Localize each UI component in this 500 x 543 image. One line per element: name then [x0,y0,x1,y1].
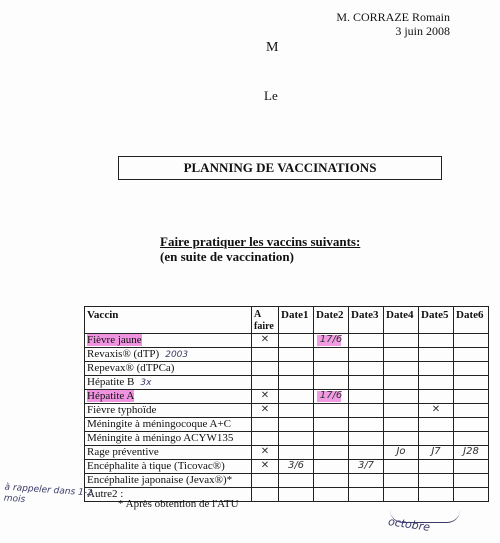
date1-cell [279,404,314,418]
afaire-cell [252,404,279,418]
date5-value [419,488,453,501]
date2-cell [314,418,349,432]
date1-cell [279,474,314,488]
date6-cell [454,376,489,390]
date2-cell [314,348,349,362]
vaccine-name: Revaxis® (dTP) [87,348,160,360]
date3-value [349,348,383,361]
date3-cell [349,460,384,474]
vaccine-name: Encéphalite à tique (Ticovac®) [87,460,225,472]
date5-value [419,362,453,375]
date1-value [279,404,313,417]
vaccine-name-cell [85,348,252,362]
recipient-label: M [266,40,279,55]
date3-cell [349,390,384,404]
vaccine-name-cell [85,460,252,474]
date1-value [279,334,313,347]
date2-value: 17/6 [319,390,343,401]
afaire-value [252,432,278,445]
date3-value [349,390,383,403]
date2-value [314,362,348,375]
date5-value: ✕ [431,404,441,415]
date1-value [279,418,313,431]
afaire-cell [252,460,279,474]
handwritten-note-left: à rappeler dans 1-2 mois [3,482,94,505]
date5-value [419,432,453,445]
date2-value: 17/6 [319,334,343,345]
vaccination-table [84,306,489,502]
table-row [85,348,489,362]
date6-cell [454,460,489,474]
date2-cell [314,488,349,502]
date4-cell [384,390,419,404]
date3-cell [349,376,384,390]
date6-cell [454,446,489,460]
afaire-cell [252,432,279,446]
instruction-line-2: (en suite de vaccination) [160,249,294,264]
afaire-value [252,362,278,375]
date1-value [279,446,313,459]
date4-value [384,404,418,417]
date6-value [454,390,488,403]
date5-value [419,460,453,473]
vaccine-name: Rage préventive [87,446,159,458]
date5-cell [419,488,454,502]
date2-cell [314,404,349,418]
date6-value [454,362,488,375]
afaire-cell [252,348,279,362]
header-vaccin: Vaccin [85,307,252,334]
date4-cell [384,404,419,418]
date1-cell [279,362,314,376]
table-row [85,432,489,446]
date2-value [314,446,348,459]
date1-value [279,488,313,501]
table-row [85,334,489,348]
date4-cell [384,376,419,390]
table-row [85,418,489,432]
date1-value [279,432,313,445]
table-row [85,404,489,418]
date4-cell [384,348,419,362]
date4-value [384,376,418,389]
document-date: 3 juin 2008 [395,24,450,38]
header-date2: Date2 [314,307,349,334]
afaire-value [252,376,278,389]
vaccine-name-cell [85,404,252,418]
vaccine-name: Repevax® (dTPCa) [87,362,175,374]
header-date5: Date5 [419,307,454,334]
date6-value [454,432,488,445]
date6-value [454,334,488,347]
date3-value [349,376,383,389]
date4-value [384,418,418,431]
date4-value [384,460,418,473]
date3-cell [349,418,384,432]
date3-cell [349,474,384,488]
date2-cell [314,362,349,376]
date2-cell [314,474,349,488]
date3-cell [349,404,384,418]
date1-cell [279,418,314,432]
afaire-cell [252,474,279,488]
vaccine-name: Encéphalite japonaise (Jevax®)* [87,474,233,486]
date5-cell [419,390,454,404]
vaccine-name: Hépatite B [87,376,135,388]
afaire-cell [252,334,279,348]
date4-cell [384,432,419,446]
date3-cell [349,488,384,502]
vaccine-name-cell [85,418,252,432]
date5-cell [419,474,454,488]
date3-value: 3/7 [357,460,375,471]
date1-value [279,376,313,389]
handwritten-annotation: 3x [140,378,152,388]
date6-cell [454,474,489,488]
date6-cell [454,348,489,362]
date4-value: Jo [396,446,406,457]
date5-value [419,418,453,431]
handwritten-annotation: 2003 [165,350,189,360]
date4-cell [384,460,419,474]
afaire-value [252,418,278,431]
vaccine-name-cell [85,446,252,460]
date2-cell [314,460,349,474]
header-date6: Date6 [454,307,489,334]
header-a-faire: A faire [252,307,279,334]
date2-value [314,474,348,487]
date2-value [314,460,348,473]
date2-cell [314,334,349,348]
date2-value [314,432,348,445]
date3-cell [349,334,384,348]
date3-cell [349,432,384,446]
instruction-line-1: Faire pratiquer les vaccins suivants: [160,234,361,249]
date3-value [349,474,383,487]
author-block [300,10,450,38]
date3-cell [349,446,384,460]
table-header-row [85,307,489,334]
vaccine-name-cell [85,362,252,376]
date2-value [314,488,348,501]
date1-cell [279,432,314,446]
date6-value [454,474,488,487]
date4-value [384,390,418,403]
date5-cell [419,362,454,376]
date5-value [419,390,453,403]
date3-value [349,488,383,501]
date5-cell [419,348,454,362]
date5-value [419,474,453,487]
date3-cell [349,362,384,376]
date6-cell [454,404,489,418]
date2-value [314,418,348,431]
date-label: Le [264,88,278,103]
date2-value [314,376,348,389]
date4-value [384,432,418,445]
date6-value [454,376,488,389]
date1-cell [279,390,314,404]
date3-value [349,432,383,445]
date5-cell [419,334,454,348]
date5-value: J7 [431,446,441,457]
afaire-cell [252,390,279,404]
date2-value [314,404,348,417]
vaccine-name: Hépatite A [87,390,135,402]
date4-cell [384,474,419,488]
date1-value [279,390,313,403]
date1-cell [279,348,314,362]
table-body [85,334,489,502]
date5-cell [419,432,454,446]
table-row [85,446,489,460]
vaccine-name-cell [85,390,252,404]
vaccine-name: Fièvre typhoïde [87,404,157,416]
date3-value [349,362,383,375]
afaire-cell [252,418,279,432]
table-row [85,460,489,474]
afaire-value [252,474,278,487]
date5-cell [419,404,454,418]
table-row [85,390,489,404]
vaccine-name-cell [85,432,252,446]
date3-value [349,418,383,431]
date6-value [454,460,488,473]
afaire-value: ✕ [260,460,270,471]
date4-cell [384,488,419,502]
date2-value [314,348,348,361]
vaccine-name: Méningite à méningocoque A+C [87,418,231,430]
date4-value [384,334,418,347]
date2-cell [314,376,349,390]
date6-cell [454,390,489,404]
afaire-value: ✕ [260,390,270,401]
date5-cell [419,446,454,460]
date6-cell [454,362,489,376]
table-row [85,362,489,376]
table-row [85,376,489,390]
date2-cell [314,432,349,446]
date2-cell [314,446,349,460]
date1-cell [279,488,314,502]
date5-value [419,334,453,347]
date5-value [419,348,453,361]
date6-cell [454,334,489,348]
vaccine-name: Méningite à méningo ACYW135 [87,432,234,444]
vaccine-name-cell [85,334,252,348]
afaire-value: ✕ [260,334,270,345]
afaire-value [252,488,278,501]
date1-cell [279,334,314,348]
date5-cell [419,376,454,390]
date6-value [454,404,488,417]
date6-value [454,488,488,501]
date5-cell [419,460,454,474]
date4-cell [384,362,419,376]
date3-value [349,446,383,459]
date1-value [279,362,313,375]
date3-value [349,334,383,347]
header-date3: Date3 [349,307,384,334]
date1-cell [279,376,314,390]
date4-value [384,348,418,361]
afaire-cell [252,446,279,460]
date5-cell [419,418,454,432]
table-row [85,474,489,488]
date3-value [349,404,383,417]
vaccine-name: Autre2 : [87,488,124,500]
date1-cell [279,460,314,474]
afaire-cell [252,488,279,502]
afaire-value: ✕ [260,404,270,415]
page-title: PLANNING DE VACCINATIONS [118,156,442,180]
date4-cell [384,446,419,460]
date6-cell [454,418,489,432]
header-date1: Date1 [279,307,314,334]
date1-value: 3/6 [287,460,305,471]
date4-value [384,474,418,487]
date4-value [384,362,418,375]
date4-value [384,488,418,501]
vaccine-name-cell [85,376,252,390]
afaire-value [252,348,278,361]
vaccine-name: Fièvre jaune [87,334,142,346]
date1-value [279,474,313,487]
date4-cell [384,334,419,348]
date4-cell [384,418,419,432]
afaire-cell [252,362,279,376]
header-date4: Date4 [384,307,419,334]
vaccine-name-cell [85,474,252,488]
handwritten-note-right: octobre [387,515,431,534]
date6-value: J28 [463,446,479,457]
date3-cell [349,348,384,362]
afaire-value: ✕ [260,446,270,457]
afaire-cell [252,376,279,390]
date6-cell [454,432,489,446]
date1-value [279,348,313,361]
date5-value [419,376,453,389]
author-name: M. CORRAZE Romain [336,10,450,24]
date6-cell [454,488,489,502]
date2-cell [314,390,349,404]
date1-cell [279,446,314,460]
date6-value [454,418,488,431]
date6-value [454,348,488,361]
footnote: * Après obtention de l'ATU [118,498,239,510]
